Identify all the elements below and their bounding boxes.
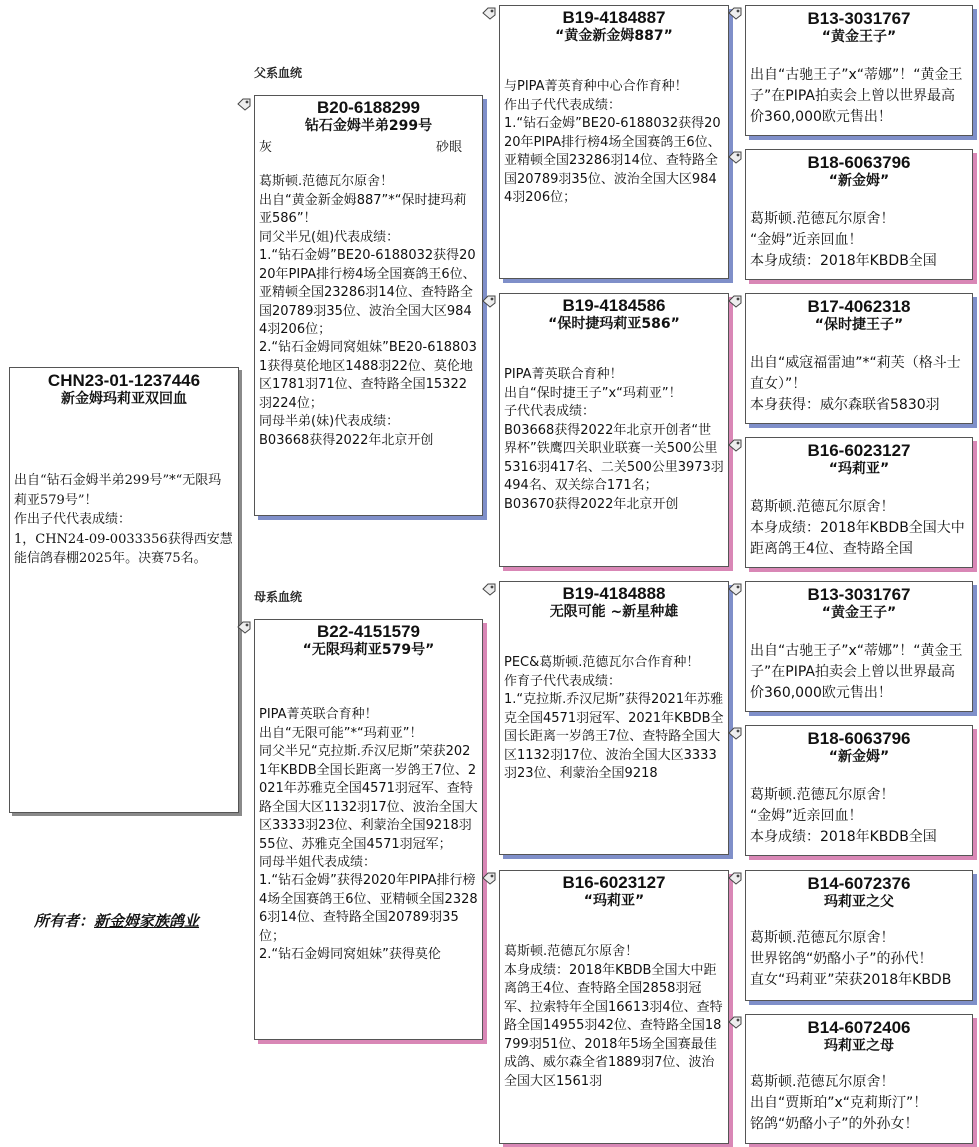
ggp1-name: “黄金王子” bbox=[821, 28, 897, 45]
ggp5-name: “黄金王子” bbox=[821, 604, 897, 621]
mother-line-label: 母系血统 bbox=[254, 590, 303, 604]
great-grandparent-card-8[interactable] bbox=[745, 1014, 973, 1144]
tag-icon bbox=[728, 583, 742, 596]
tag-icon bbox=[237, 621, 251, 634]
tag-icon bbox=[482, 295, 496, 308]
father-line-label: 父系血统 bbox=[254, 66, 303, 80]
ggp3-ring: B17-4062318 bbox=[807, 297, 911, 316]
great-grandparent-card-3[interactable] bbox=[745, 293, 973, 424]
gp3-body: PEC&葛斯顿.范德瓦尔合作育种！ 作育子代代表成绩： 1.“克拉斯.乔汉尼斯”获得2021年苏雅克全国4571羽冠军、2021年KBDB全国长距离一岁鸽王7位、查特路全国大区1132羽17位、波治全国大区3333羽23位、利蒙治全国9218 bbox=[504, 655, 724, 782]
ggp4-ring: B16-6023127 bbox=[807, 441, 911, 460]
dam-name: “无限玛莉亚579号” bbox=[302, 641, 435, 658]
great-grandparent-card-6[interactable] bbox=[745, 725, 973, 856]
great-grandparent-card-7[interactable] bbox=[745, 870, 973, 1001]
ggp7-name: 玛莉亚之父 bbox=[824, 893, 894, 910]
ggp1-body: 出自“古驰王子”x“蒂娜”！“黄金王子”在PIPA拍卖会上曾以世界最高价360,000欧元售出！ bbox=[750, 67, 963, 126]
subject-body: 出自“钻石金姆半弟299号”*“无限玛莉亚579号”！ 作出子代代表成绩： 1，CHN24-09-0033356获得西安慧能信鸽春棚2025年。决赛75名。 bbox=[14, 473, 233, 567]
ggp2-name: “新金姆” bbox=[828, 172, 890, 189]
dam-card[interactable] bbox=[254, 619, 483, 1040]
tag-icon bbox=[482, 7, 496, 20]
ggp6-ring: B18-6063796 bbox=[807, 729, 911, 748]
subject-name: 新金姆玛莉亚双回血 bbox=[61, 390, 187, 407]
great-grandparent-card-2[interactable] bbox=[745, 149, 973, 280]
ggp4-body: 葛斯顿.范德瓦尔原舍！ 本身成绩：2018年KBDB全国大中距离鸽王4位、查特路全国 bbox=[750, 499, 965, 558]
gp1-name: “黄金新金姆887” bbox=[555, 27, 673, 44]
ggp6-body: 葛斯顿.范德瓦尔原舍！ “金姆”近亲回血！ 本身成绩：2018年KBDB全国 bbox=[750, 787, 937, 846]
ggp1-ring: B13-3031767 bbox=[807, 9, 911, 28]
tag-icon bbox=[728, 727, 742, 740]
owner-label: 所有者： bbox=[34, 912, 95, 930]
sire-body: 葛斯顿.范德瓦尔原舍！ 出自“黄金新金姆887”*“保时捷玛莉亚586”！ 同父半兄(姐)代表成绩： 1.“钻石金姆”BE20-6188032获得2020年PIPA排行榜4场全国赛鸽王6位、亚精顿全国23286羽14位、查特路全国20789羽35位、波治全国大区9844羽206位； 2.“钻石金姆同窝姐妹”BE20-6188031获得莫伦地区1488羽22位、莫伦地区1781羽71位、查特路全国15322羽224位； 同母半弟(妹)代表成绩： B03668获得2022年北京开创 bbox=[259, 174, 477, 448]
tag-icon bbox=[482, 872, 496, 885]
tag-icon bbox=[728, 1016, 742, 1029]
subject-card[interactable] bbox=[9, 367, 239, 813]
ggp6-name: “新金姆” bbox=[828, 748, 890, 765]
tag-icon bbox=[728, 295, 742, 308]
tag-icon bbox=[237, 98, 251, 111]
ggp8-name: 玛莉亚之母 bbox=[824, 1037, 894, 1054]
owner-line bbox=[34, 910, 199, 931]
ggp2-body: 葛斯顿.范德瓦尔原舍！ “金姆”近亲回血！ 本身成绩：2018年KBDB全国 bbox=[750, 211, 937, 270]
dam-body: PIPA菁英联合育种！ 出自“无限可能”*“玛莉亚”！ 同父半兄“克拉斯.乔汉尼斯”荣获2021年KBDB全国长距离一岁鸽王7位、2021年苏雅克全国4571羽冠军、查特路全国大区1132羽17位、波治全国大区3333羽23位、利蒙治全国9218羽55位、苏雅克全国4571羽冠军； 同母半姐代表成绩： 1.“钻石金姆”获得2020年PIPA排行榜4场全国赛鸽王6位、亚精顿全国23286羽14位、查特路全国20789羽35位； 2.“钻石金姆同窝姐妹”获得莫伦 bbox=[259, 707, 478, 963]
ggp2-ring: B18-6063796 bbox=[807, 153, 911, 172]
gp4-body: 葛斯顿.范德瓦尔原舍！ 本身成绩：2018年KBDB全国大中距离鸽王4位、查特路全国2858羽冠军、拉索特年全国16613羽4位、查特路全国14955羽42位、查特路全国18799羽51位、2018年5场全国赛最佳成鸽、威尔森全省1889羽7位、波治全国大区1561羽 bbox=[504, 944, 723, 1089]
tag-icon bbox=[728, 151, 742, 164]
grandparent-card-1[interactable] bbox=[499, 5, 729, 279]
ggp7-body: 葛斯顿.范德瓦尔原舍！ 世界铭鸽“奶酪小子”的孙代！ 直女“玛莉亚”荣获2018年KBDB bbox=[750, 930, 952, 989]
great-grandparent-card-1[interactable] bbox=[745, 5, 973, 136]
ggp4-name: “玛莉亚” bbox=[828, 460, 890, 477]
gp1-body: 与PIPA菁英育种中心合作育种！ 作出子代代表成绩： 1.“钻石金姆”BE20-6188032获得2020年PIPA排行榜4场全国赛鸽王6位、亚精顿全国23286羽14位、查特路全国20789羽35位、波治全国大区9844羽206位； bbox=[504, 79, 721, 206]
owner-name: 新金姆家族鸽业 bbox=[94, 912, 200, 930]
grandparent-card-2[interactable] bbox=[499, 293, 729, 567]
gp2-body: PIPA菁英联合育种！ 出自“保时捷王子”x“玛莉亚”！ 子代代表成绩： B03668获得2022年北京开创者“世界杯”铁鹰四关职业联赛一关500公里5316羽417名、二关500公里3973羽494名、双关综合171名； B03670获得2022年北京开创 bbox=[504, 367, 724, 512]
ggp3-name: “保时捷王子” bbox=[814, 316, 904, 333]
ggp3-body: 出自“威寇福雷迪”*“莉芙（格斗士直女）”！ 本身获得：威尔森联省5830羽 bbox=[750, 355, 961, 414]
tag-icon bbox=[728, 872, 742, 885]
grandparent-card-4[interactable] bbox=[499, 870, 729, 1144]
ggp5-ring: B13-3031767 bbox=[807, 585, 911, 604]
subject-ring: CHN23-01-1237446 bbox=[47, 371, 201, 390]
gp4-name: “玛莉亚” bbox=[583, 892, 645, 909]
gp1-ring: B19-4184887 bbox=[562, 8, 666, 27]
sire-name: 钻石金姆半弟299号 bbox=[304, 117, 433, 134]
tag-icon bbox=[728, 439, 742, 452]
gp2-ring: B19-4184586 bbox=[562, 296, 666, 315]
ggp5-body: 出自“古驰王子”x“蒂娜”！“黄金王子”在PIPA拍卖会上曾以世界最高价360,000欧元售出！ bbox=[750, 643, 963, 702]
gp3-name: 无限可能 ~新星种雄 bbox=[549, 603, 679, 620]
dam-ring: B22-4151579 bbox=[316, 622, 421, 641]
sire-color: 灰 bbox=[259, 140, 273, 156]
sire-card[interactable] bbox=[254, 95, 483, 516]
tag-icon bbox=[482, 583, 496, 596]
sire-eye: 砂眼 bbox=[435, 140, 462, 156]
great-grandparent-card-4[interactable] bbox=[745, 437, 973, 568]
gp3-ring: B19-4184888 bbox=[562, 584, 666, 603]
great-grandparent-card-5[interactable] bbox=[745, 581, 973, 712]
gp2-name: “保时捷玛莉亚586” bbox=[548, 315, 680, 332]
tag-icon bbox=[728, 7, 742, 20]
ggp7-ring: B14-6072376 bbox=[807, 874, 911, 893]
ggp8-ring: B14-6072406 bbox=[807, 1018, 911, 1037]
sire-ring: B20-6188299 bbox=[316, 98, 421, 117]
grandparent-card-3[interactable] bbox=[499, 581, 729, 855]
gp4-ring: B16-6023127 bbox=[562, 873, 666, 892]
ggp8-body: 葛斯顿.范德瓦尔原舍！ 出自“贾斯珀”x“克莉斯汀”！ 铭鸽“奶酪小子”的外孙女！ bbox=[750, 1074, 928, 1133]
